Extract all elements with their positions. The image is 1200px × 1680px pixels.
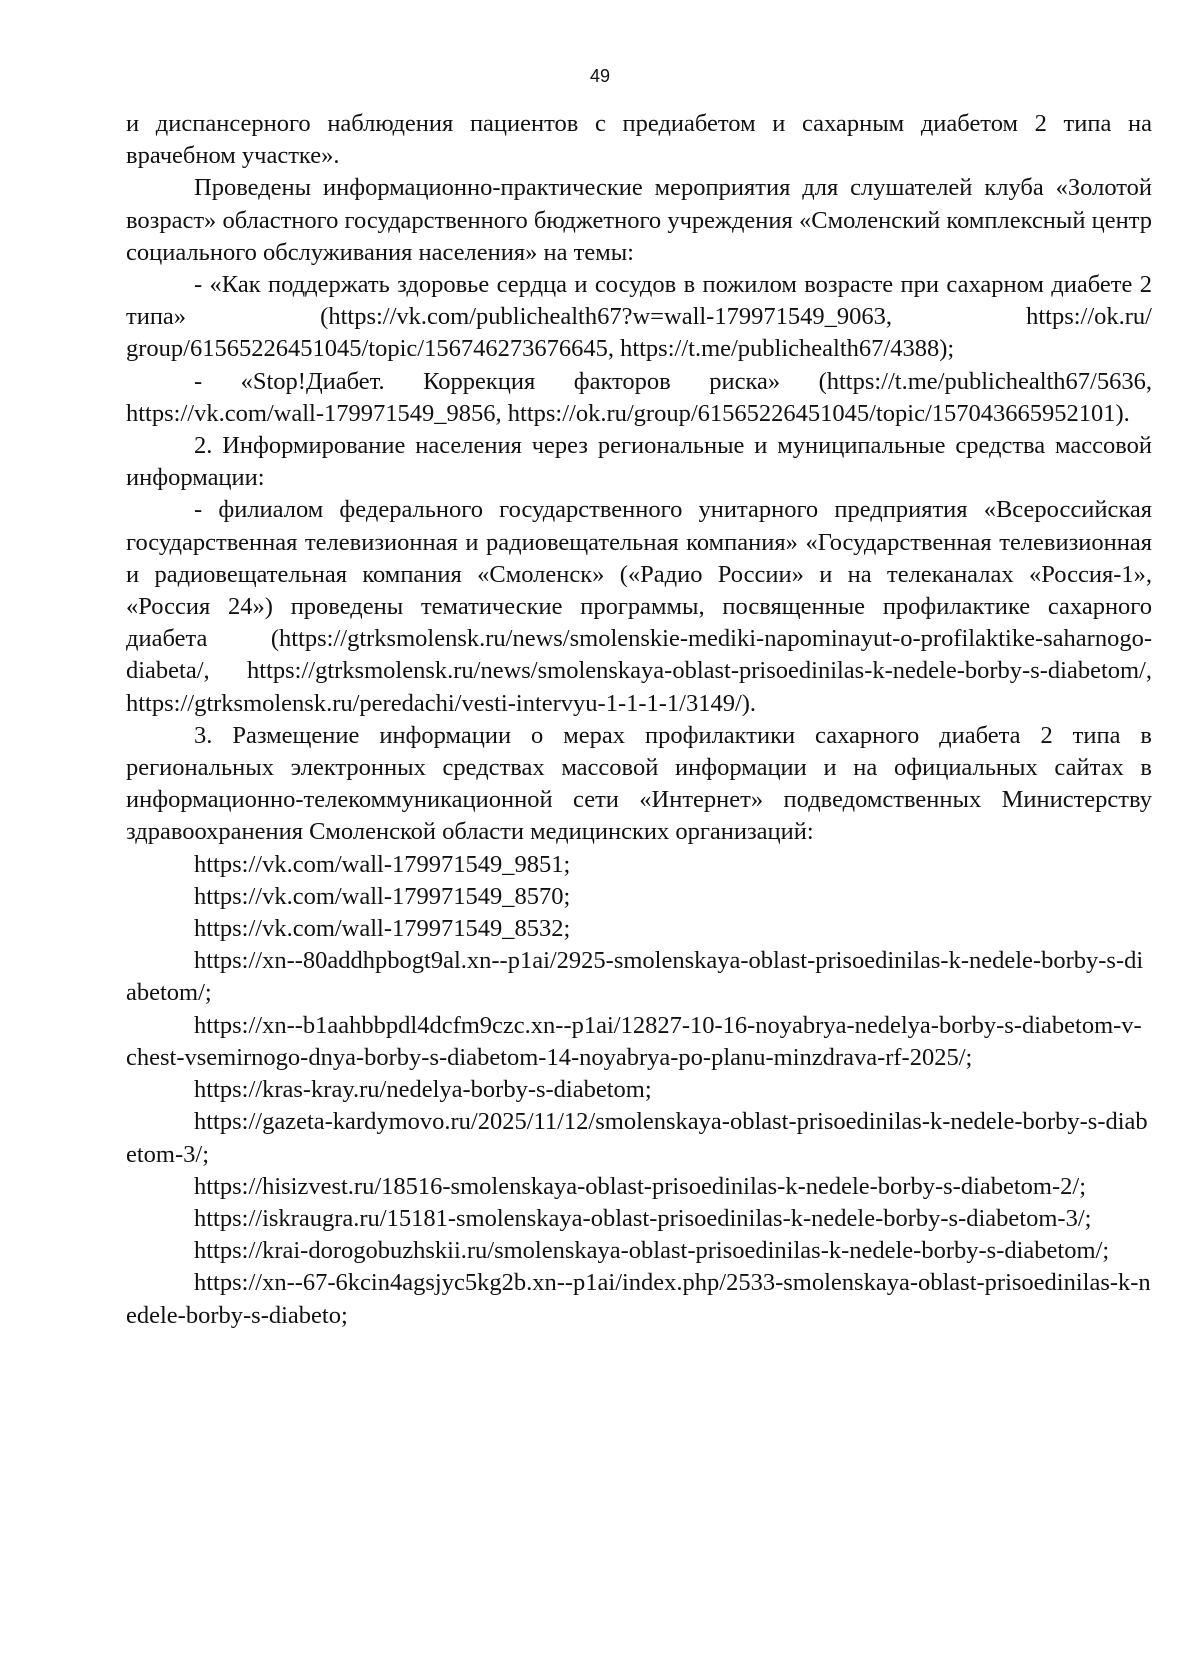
paragraph-topic-heart: - «Как поддержать здоровье сердца и сосудов в пожилом возрасте при сахарном диабете 2 типа» (https://vk.com/publichealth67?w=wall-179971549_9063, https://ok.ru/ group/61565226451045/topic/156746273676645, https://t.me/publichealth67/4388); <box>126 271 1152 363</box>
page-number: 49 <box>589 66 611 86</box>
link-item[interactable]: https://hisizvest.ru/18516-smolenskaya-oblast-prisoedinilas-k-nedele-borby-s-diabetom-2/; <box>194 1172 1087 1200</box>
paragraph-continuation: и диспансерного наблюдения пациентов с предиабетом и сахарным диабетом 2 типа на врачебном участке». <box>126 110 1152 170</box>
document-body <box>126 108 1152 1332</box>
link-item[interactable]: https://vk.com/wall-179971549_9851; <box>194 850 571 878</box>
link-item[interactable]: https://iskraugra.ru/15181-smolenskaya-oblast-prisoedinilas-k-nedele-borby-s-diabetom-3/; <box>194 1204 1092 1232</box>
link-item[interactable]: https://gazeta-kardymovo.ru/2025/11/12/smolenskaya-oblast-prisoedinilas-k-nedele-borby-s-diabetom-3/; <box>126 1108 1148 1168</box>
link-item[interactable]: https://krai-dorogobuzhskii.ru/smolenskaya-oblast-prisoedinilas-k-nedele-borby-s-diabetom/; <box>194 1237 1110 1265</box>
link-item[interactable]: https://xn--80addhpbogt9al.xn--p1ai/2925-smolenskaya-oblast-prisoedinilas-k-nedele-borby-s-diabetom/; <box>126 947 1144 1007</box>
link-item[interactable]: https://xn--67-6kcin4agsjyc5kg2b.xn--p1ai/index.php/2533-smolenskaya-oblast-prisoedinilas-k-nedele-borby-s-diabeto; <box>126 1269 1151 1329</box>
link-item[interactable]: https://vk.com/wall-179971549_8570; <box>194 882 571 910</box>
link-item[interactable]: https://xn--b1aahbbpdl4dcfm9czc.xn--p1ai/12827-10-16-noyabrya-nedelya-borby-s-diabetom-v-chest-vsemirnogo-dnya-borby-s-diabetom-14-noyabrya-po-planu-minzdrava-rf-2025/; <box>126 1011 1142 1071</box>
paragraph-online-media: 3. Размещение информации о мерах профилактики сахарного диабета 2 типа в региональных электронных средствах массовой информации и на официальных сайтах в информационно-телекоммуникационной сети «Интернет» подведомственных Министерству здравоохранения Смоленской области медицинских организаций: <box>126 721 1152 846</box>
paragraph-media-section: 2. Информирование населения через региональные и муниципальные средства массовой информации: <box>126 432 1152 492</box>
paragraph-events: Проведены информационно-практические мероприятия для слушателей клуба «Золотой возраст» областного государственного бюджетного учреждения «Смоленский комплексный центр социального обслуживания населения» на темы: <box>126 174 1152 266</box>
paragraph-topic-stop-diabetes: - «Stop!Диабет. Коррекция факторов риска» (https://t.me/publichealth67/5636, https://vk.com/wall-179971549_9856, https://ok.ru/group/61565226451045/topic/157043665952101). <box>126 367 1152 427</box>
paragraph-tv-radio: - филиалом федерального государственного унитарного предприятия «Всероссийская государственная телевизионная и радиовещательная компания» «Государственная телевизионная и радиовещательная компания «Смоленск» («Радио России» и на телеканалах «Россия-1», «Россия 24») проведены тематические программы, посвященные профилактике сахарного диабета (https://gtrksmolensk.ru/news/smolenskie-mediki-napominayut-o-profilaktike-saharnogo-diabeta/, https://gtrksmolensk.ru/news/smolenskaya-oblast-prisoedinilas-k-nedele-borby-s-diabetom/, https://gtrksmolensk.ru/peredachi/vesti-intervyu-1-1-1-1/3149/). <box>126 496 1152 717</box>
link-item[interactable]: https://kras-kray.ru/nedelya-borby-s-diabetom; <box>194 1076 652 1104</box>
link-item[interactable]: https://vk.com/wall-179971549_8532; <box>194 915 571 943</box>
